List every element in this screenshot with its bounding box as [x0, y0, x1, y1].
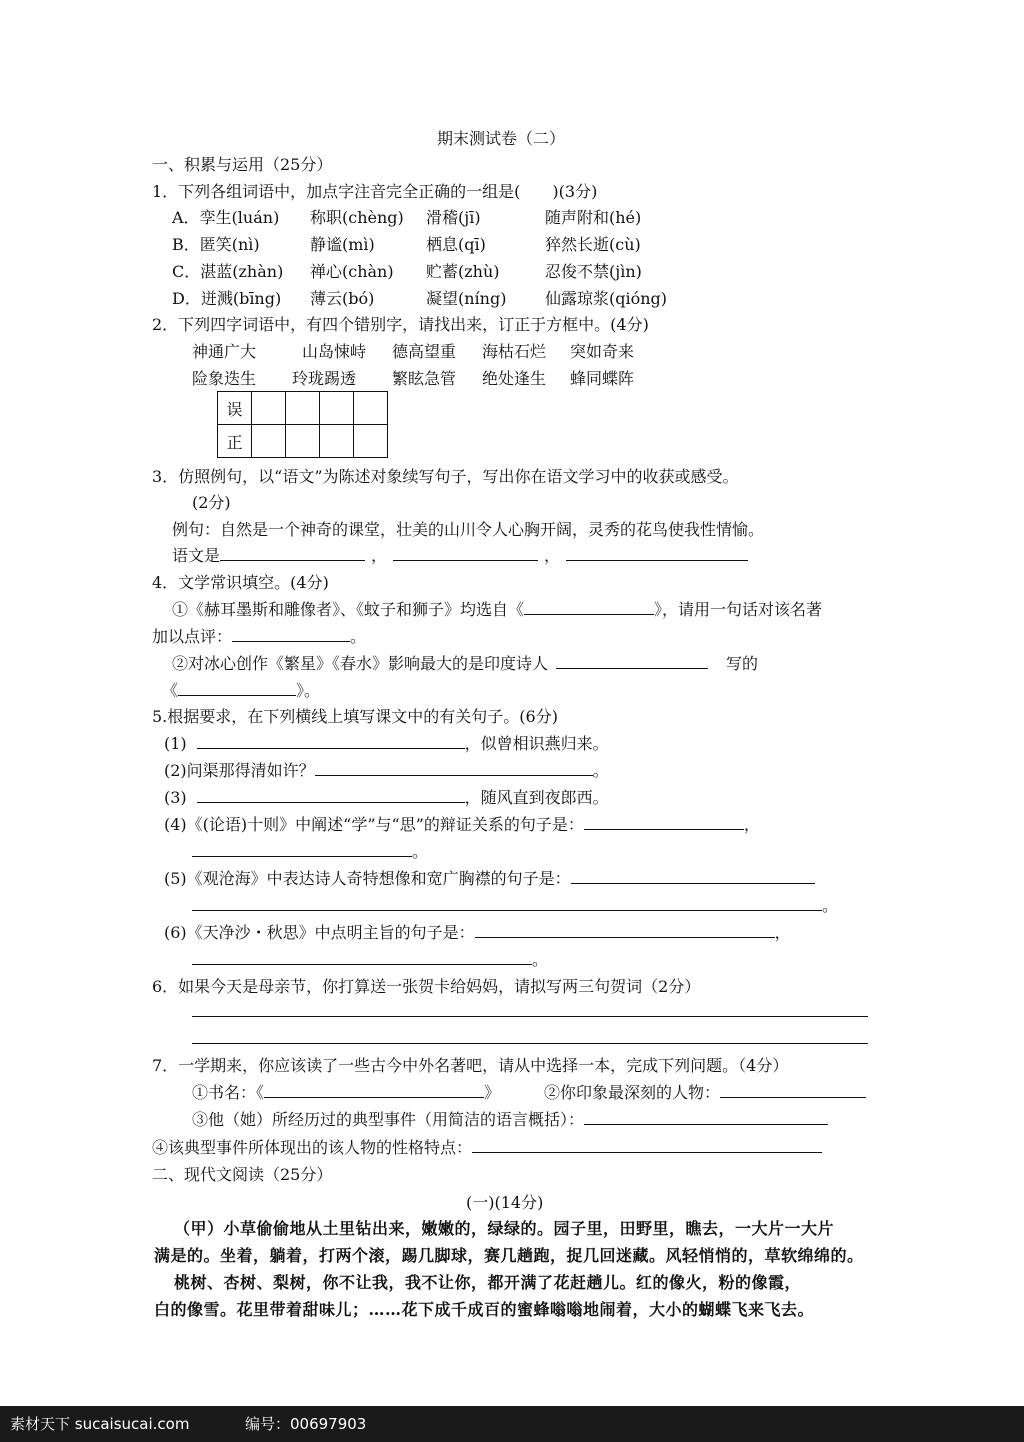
watermark-bar: [0, 1406, 1024, 1442]
option-item: 称职(chèng): [310, 208, 404, 227]
question-stem: 3．仿照例句，以“语文”为陈述对象续写句子，写出你在语文学习中的收获或感受。: [152, 467, 739, 486]
watermark-code: 编号：00697903: [245, 1415, 367, 1433]
reading-paragraph-line: 桃树、杏树、梨树，你不让我，我不让你，都开满了花赶趟儿。红的像火，粉的像霞，: [174, 1273, 802, 1292]
answer-blank[interactable]: [475, 922, 775, 938]
text-part: 《: [162, 681, 179, 700]
fill-line: [164, 733, 609, 755]
answer-line[interactable]: [192, 1016, 868, 1017]
text-part: 》: [484, 1083, 501, 1102]
word-item: 繁眩急管: [392, 369, 457, 388]
question-stem: 5.根据要求，在下列横线上填写课文中的有关句子。(6分): [152, 707, 558, 726]
answer-blank[interactable]: [556, 653, 708, 669]
fill-line: [164, 787, 609, 809]
text-part: ②你印象最深刻的人物：: [544, 1083, 721, 1102]
word-item: 神通广大: [192, 342, 257, 361]
answer-blank[interactable]: [264, 1082, 484, 1098]
comma: ，: [544, 546, 561, 565]
grid-cell[interactable]: [320, 392, 354, 425]
fill-line: [172, 653, 758, 675]
text-part: 》，请用一句话对该名著: [654, 600, 823, 619]
word-item: 险象迭生: [192, 369, 257, 388]
fill-line: [152, 626, 366, 648]
section-heading: 二、现代文阅读（25分）: [152, 1165, 333, 1184]
word-item: 山岛悚峙: [302, 342, 367, 361]
question-stem: 7．一学期来，你应该读了一些古今中外名著吧，请从中选择一本，完成下列问题。（4分）: [152, 1056, 789, 1075]
text-part: 。: [532, 950, 549, 969]
answer-blank[interactable]: [584, 814, 744, 830]
option-item: B．匿笑(nì): [172, 235, 260, 254]
answer-blank[interactable]: [584, 1109, 828, 1125]
answer-blank[interactable]: [192, 841, 412, 857]
section-heading: 一、积累与运用（25分）: [152, 155, 333, 174]
answer-blank[interactable]: [192, 895, 822, 911]
fill-line: [164, 868, 815, 890]
fill-line: [192, 949, 548, 971]
answer-line[interactable]: [192, 1043, 868, 1044]
item-number: (1): [164, 734, 187, 753]
grid-cell[interactable]: [252, 425, 286, 458]
fill-lead: 语文是: [172, 546, 221, 565]
text-part: ，: [774, 923, 791, 942]
page-title: 期末测试卷（二）: [437, 129, 566, 148]
grid-cell[interactable]: [286, 425, 320, 458]
option-item: 栖息(qī): [426, 235, 486, 254]
answer-blank[interactable]: [720, 1082, 866, 1098]
grid-cell[interactable]: [354, 392, 388, 425]
text-part: ④该典型事件所体现出的该人物的性格特点：: [152, 1138, 473, 1157]
text-part: ，似曾相识燕归来。: [464, 734, 609, 753]
reading-paragraph-line: 白的像雪。花里带着甜味儿；……花下成千成百的蜜蜂嗡嗡地闹着，大小的蝴蝶飞来飞去。: [154, 1300, 815, 1319]
text-part: 。: [592, 761, 609, 780]
text-part: 。: [822, 896, 839, 915]
fill-line: [164, 760, 609, 782]
option-item: D．迸溅(bīng): [172, 289, 282, 308]
answer-blank[interactable]: [197, 787, 465, 803]
reading-paragraph-line: 满是的。坐着，躺着，打两个滚，踢几脚球，赛几趟跑，捉几回迷藏。风轻悄悄的，草软绵绵的。: [154, 1246, 864, 1265]
fill-line: [192, 1082, 500, 1104]
text-part: ，: [743, 815, 760, 834]
option-item: 猝然长逝(cù): [545, 235, 641, 254]
text-part: ③他（她）所经历过的典型事件（用简洁的语言概括）：: [192, 1110, 585, 1129]
option-item: 忍俊不禁(jìn): [545, 262, 642, 281]
answer-blank[interactable]: [571, 868, 815, 884]
option-item: A．孪生(luán): [172, 208, 280, 227]
text-part: (5)《观沧海》中表达诗人奇特想像和宽广胸襟的句子是：: [164, 869, 571, 888]
comma: ，: [371, 546, 388, 565]
answer-blank[interactable]: [178, 680, 296, 696]
fill-line: [192, 841, 428, 863]
fill-line: [172, 545, 748, 567]
fill-line: [544, 1082, 866, 1104]
reading-heading: (一)(14分): [466, 1193, 544, 1212]
reading-paragraph-line: （甲）小草偷偷地从土里钻出来，嫩嫩的，绿绿的。园子里，田野里，瞧去，一大片一大片: [174, 1219, 835, 1238]
question-stem: 4．文学常识填空。(4分): [152, 573, 329, 592]
text-part: 加以点评：: [152, 627, 233, 646]
fill-line: [192, 1109, 828, 1131]
question-stem: 1．下列各组词语中，加点字注音完全正确的一组是( )(3分): [152, 182, 598, 201]
grid-cell[interactable]: [252, 392, 286, 425]
text-part: ①书名：《: [192, 1083, 265, 1102]
option-item: 静谧(mì): [310, 235, 375, 254]
word-item: 玲珑踢透: [292, 369, 357, 388]
option-item: 滑稽(jī): [426, 208, 481, 227]
grid-label-right: 正: [218, 425, 252, 458]
answer-blank[interactable]: [220, 545, 365, 561]
text-part: 写的: [726, 654, 759, 673]
answer-blank[interactable]: [192, 949, 532, 965]
text-part: 。: [350, 627, 367, 646]
watermark-site: 素材天下 sucaisucai.com: [10, 1415, 190, 1433]
text-part: 。: [412, 842, 429, 861]
answer-blank[interactable]: [566, 545, 748, 561]
item-number: (3): [164, 788, 187, 807]
option-item: 随声附和(hé): [545, 208, 642, 227]
word-item: 突如奇来: [570, 342, 635, 361]
text-part: (6)《天净沙・秋思》中点明主旨的句子是：: [164, 923, 475, 942]
word-item: 蜂同蝶阵: [570, 369, 635, 388]
option-item: 禅心(chàn): [310, 262, 394, 281]
word-item: 德高望重: [392, 342, 457, 361]
fill-line: [192, 895, 838, 917]
question-stem: 6．如果今天是母亲节，你打算送一张贺卡给妈妈，请拟写两三句贺词（2分）: [152, 977, 701, 996]
answer-blank[interactable]: [197, 733, 465, 749]
option-item: C．湛蓝(zhàn): [172, 262, 284, 281]
fill-line: [164, 814, 760, 836]
score-label: (2分): [192, 493, 231, 512]
answer-blank[interactable]: [393, 545, 538, 561]
answer-blank[interactable]: [315, 760, 593, 776]
fill-line: [172, 599, 822, 621]
correction-grid: [217, 391, 388, 458]
fill-line: [162, 680, 320, 702]
word-item: 海枯石烂: [482, 342, 547, 361]
fill-line: [164, 922, 791, 944]
example-sentence: 例句：自然是一个神奇的课堂，壮美的山川令人心胸开阔，灵秀的花鸟使我性情愉。: [172, 520, 765, 539]
text-part: (4)《(论语)十则》中阐述“学”与“思”的辩证关系的句子是：: [164, 815, 584, 834]
text-part: ①《赫耳墨斯和雕像者》、《蚊子和狮子》均选自《: [172, 600, 525, 619]
text-part: (2)问渠那得清如许？: [164, 761, 315, 780]
option-item: 凝望(níng): [426, 289, 507, 308]
grid-label-wrong: 误: [218, 392, 252, 425]
option-item: 贮蓄(zhù): [426, 262, 500, 281]
grid-cell[interactable]: [320, 425, 354, 458]
grid-cell[interactable]: [354, 425, 388, 458]
option-item: 仙露琼浆(qióng): [545, 289, 668, 308]
answer-blank[interactable]: [472, 1137, 822, 1153]
option-item: 薄云(bó): [310, 289, 375, 308]
text-part: ，随风直到夜郎西。: [464, 788, 609, 807]
fill-line: [152, 1137, 822, 1159]
answer-blank[interactable]: [524, 599, 654, 615]
word-item: 绝处逢生: [482, 369, 547, 388]
answer-blank[interactable]: [232, 626, 350, 642]
text-part: 》。: [296, 681, 321, 700]
question-stem: 2．下列四字词语中，有四个错别字，请找出来，订正于方框中。(4分): [152, 315, 649, 334]
text-part: ②对冰心创作《繁星》《春水》影响最大的是印度诗人: [172, 654, 549, 673]
grid-cell[interactable]: [286, 392, 320, 425]
